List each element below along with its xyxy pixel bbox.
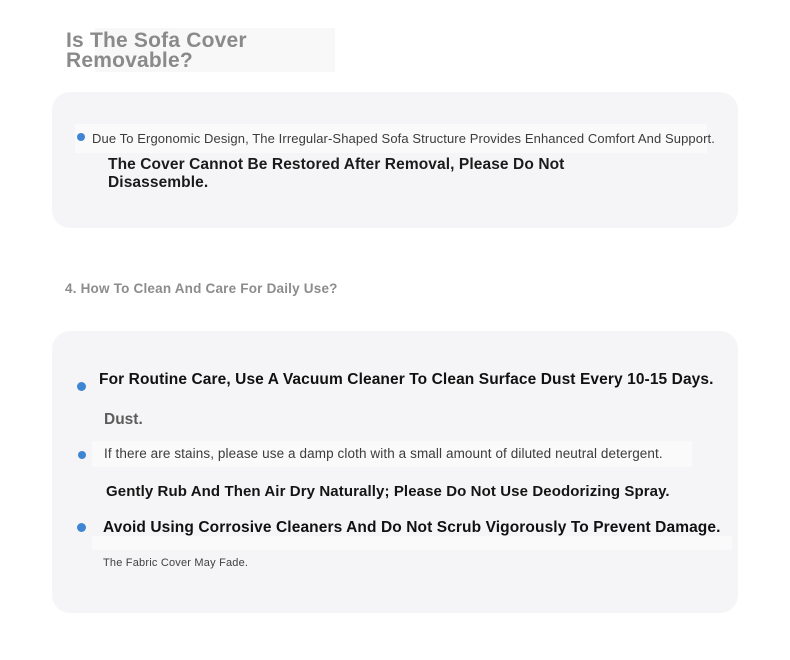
page-title-line2: Removable?: [66, 49, 193, 72]
avoid-corrosive-text: Avoid Using Corrosive Cleaners And Do Not Scrub Vigorously To Prevent Damage.: [103, 519, 721, 536]
stains-instruction-text: If there are stains, please use a damp cloth with a small amount of diluted neutral detergent.: [104, 446, 663, 461]
bullet-dot-icon: [77, 382, 86, 391]
do-not-disassemble-text: The Cover Cannot Be Restored After Removal, Please Do Not Disassemble.: [108, 156, 565, 191]
page-title-line1: Is The Sofa Cover: [66, 29, 247, 52]
text-highlight-strip: [92, 536, 732, 550]
routine-care-text: For Routine Care, Use A Vacuum Cleaner To Clean Surface Dust Every 10-15 Days.: [99, 371, 714, 388]
clean-care-card: [52, 331, 738, 613]
clean-care-section-heading: 4. How To Clean And Care For Daily Use?: [65, 281, 338, 296]
ergonomic-design-text: Due To Ergonomic Design, The Irregular-Shaped Sofa Structure Provides Enhanced Comfort And Support.: [92, 131, 715, 146]
air-dry-text: Gently Rub And Then Air Dry Naturally; Please Do Not Use Deodorizing Spray.: [106, 483, 670, 500]
routine-care-subtext: Dust.: [104, 411, 143, 428]
bullet-dot-icon: [77, 523, 86, 532]
bullet-dot-icon: [78, 451, 86, 459]
removable-answer-card: [52, 92, 738, 228]
bullet-dot-icon: [77, 133, 85, 141]
page-title: [66, 31, 247, 71]
fabric-fade-text: The Fabric Cover May Fade.: [103, 557, 249, 569]
